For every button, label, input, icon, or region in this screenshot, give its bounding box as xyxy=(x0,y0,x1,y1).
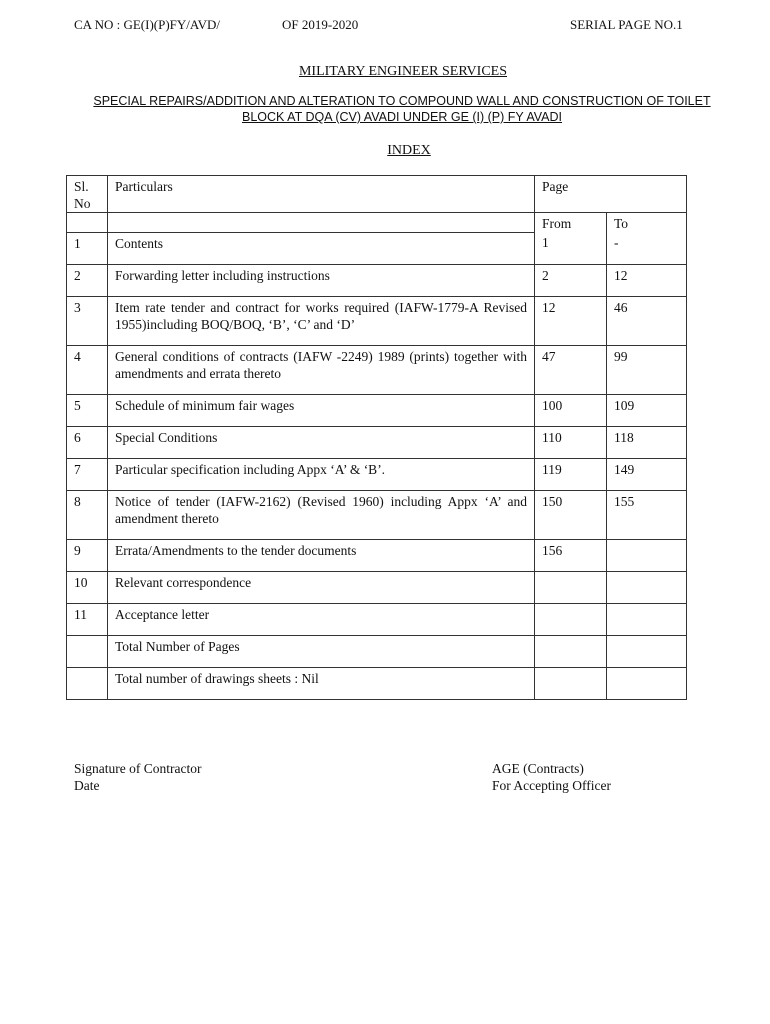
table-header-row xyxy=(67,176,687,213)
row-particulars: Total number of drawings sheets : Nil xyxy=(108,667,535,699)
row-page-to xyxy=(607,667,687,699)
row-page-from: 47 xyxy=(535,345,607,394)
table-row xyxy=(67,458,687,490)
row-page-from: 150 xyxy=(535,490,607,539)
row-sl-no: 6 xyxy=(67,426,108,458)
table-row xyxy=(67,345,687,394)
table-subheader-row xyxy=(67,213,687,233)
row-particulars: General conditions of contracts (IAFW -2249) 1989 (prints) together with amendments and errata thereto xyxy=(108,345,535,394)
ca-number: CA NO : GE(I)(P)FY/AVD/ xyxy=(74,17,221,32)
row-particulars: Relevant correspondence xyxy=(108,571,535,603)
table-row xyxy=(67,394,687,426)
page-header: Page xyxy=(535,176,687,213)
table-row xyxy=(67,296,687,345)
table-row xyxy=(67,232,687,264)
row-page-to: 99 xyxy=(607,345,687,394)
contractor-signature-block xyxy=(74,760,201,794)
sl-no-header: Sl. No xyxy=(67,176,108,213)
row-sl-no: 9 xyxy=(67,539,108,571)
row-page-to: 118 xyxy=(607,426,687,458)
row-page-from: 2 xyxy=(535,264,607,296)
row-page-from xyxy=(535,635,607,667)
row-sl-no: 3 xyxy=(67,296,108,345)
table-row xyxy=(67,603,687,635)
table-row xyxy=(67,264,687,296)
row-page-from xyxy=(535,603,607,635)
serial-page-number: SERIAL PAGE NO.1 xyxy=(570,17,683,32)
date-label: Date xyxy=(74,778,100,793)
contractor-signature-label: Signature of Contractor xyxy=(74,761,202,776)
index-table xyxy=(66,175,687,700)
row-page-from xyxy=(535,571,607,603)
financial-year: OF 2019-2020 xyxy=(282,17,359,32)
row-sl-no: 10 xyxy=(67,571,108,603)
table-row xyxy=(67,571,687,603)
row-particulars: Schedule of minimum fair wages xyxy=(108,394,535,426)
row-page-from: 110 xyxy=(535,426,607,458)
row-page-from: 156 xyxy=(535,539,607,571)
row-sl-no: 2 xyxy=(67,264,108,296)
row-sl-no: 8 xyxy=(67,490,108,539)
row-page-from xyxy=(535,667,607,699)
row-sl-no xyxy=(67,667,108,699)
table-row xyxy=(67,539,687,571)
row-particulars: Item rate tender and contract for works required (IAFW-1779-A Revised 1955)including BOQ/BOQ, ‘B’, ‘C’ and ‘D’ xyxy=(108,296,535,345)
index-title: INDEX xyxy=(387,143,431,158)
particulars-subheader xyxy=(108,213,535,233)
row-particulars: Special Conditions xyxy=(108,426,535,458)
particulars-header: Particulars xyxy=(108,176,535,213)
row-sl-no: 4 xyxy=(67,345,108,394)
row-particulars: Acceptance letter xyxy=(108,603,535,635)
row-particulars: Forwarding letter including instructions xyxy=(108,264,535,296)
officer-role: For Accepting Officer xyxy=(492,778,611,793)
row-particulars: Contents xyxy=(108,232,535,264)
row-page-to: 155 xyxy=(607,490,687,539)
row-sl-no: 5 xyxy=(67,394,108,426)
officer-title: AGE (Contracts) xyxy=(492,761,584,776)
to-header: To xyxy=(607,213,687,233)
row-sl-no: 7 xyxy=(67,458,108,490)
row-page-to xyxy=(607,603,687,635)
row-page-to: 109 xyxy=(607,394,687,426)
row-page-to: 12 xyxy=(607,264,687,296)
row-particulars: Particular specification including Appx ‘A’ & ‘B’. xyxy=(108,458,535,490)
from-header: From xyxy=(535,213,607,233)
row-particulars: Errata/Amendments to the tender documents xyxy=(108,539,535,571)
row-page-to: 149 xyxy=(607,458,687,490)
row-sl-no: 1 xyxy=(67,232,108,264)
row-sl-no xyxy=(67,635,108,667)
row-page-from: 100 xyxy=(535,394,607,426)
row-page-to: 46 xyxy=(607,296,687,345)
row-page-to xyxy=(607,635,687,667)
row-page-from: 1 xyxy=(535,232,607,264)
organization-title: MILITARY ENGINEER SERVICES xyxy=(298,64,507,79)
table-row xyxy=(67,667,687,699)
row-page-from: 12 xyxy=(535,296,607,345)
sl-no-subheader xyxy=(67,213,108,233)
work-title: SPECIAL REPAIRS/ADDITION AND ALTERATION TO COMPOUND WALL AND CONSTRUCTION OF TOILET BLOCK AT DQA (CV) AVADI UNDER GE (I) (P) FY AVADI xyxy=(93,94,711,124)
row-page-from: 119 xyxy=(535,458,607,490)
row-page-to xyxy=(607,539,687,571)
table-row xyxy=(67,426,687,458)
officer-signature-block xyxy=(492,760,611,794)
row-page-to: - xyxy=(607,232,687,264)
table-row xyxy=(67,490,687,539)
row-sl-no: 11 xyxy=(67,603,108,635)
row-particulars: Total Number of Pages xyxy=(108,635,535,667)
row-particulars: Notice of tender (IAFW-2162) (Revised 1960) including Appx ‘A’ and amendment thereto xyxy=(108,490,535,539)
table-row xyxy=(67,635,687,667)
row-page-to xyxy=(607,571,687,603)
